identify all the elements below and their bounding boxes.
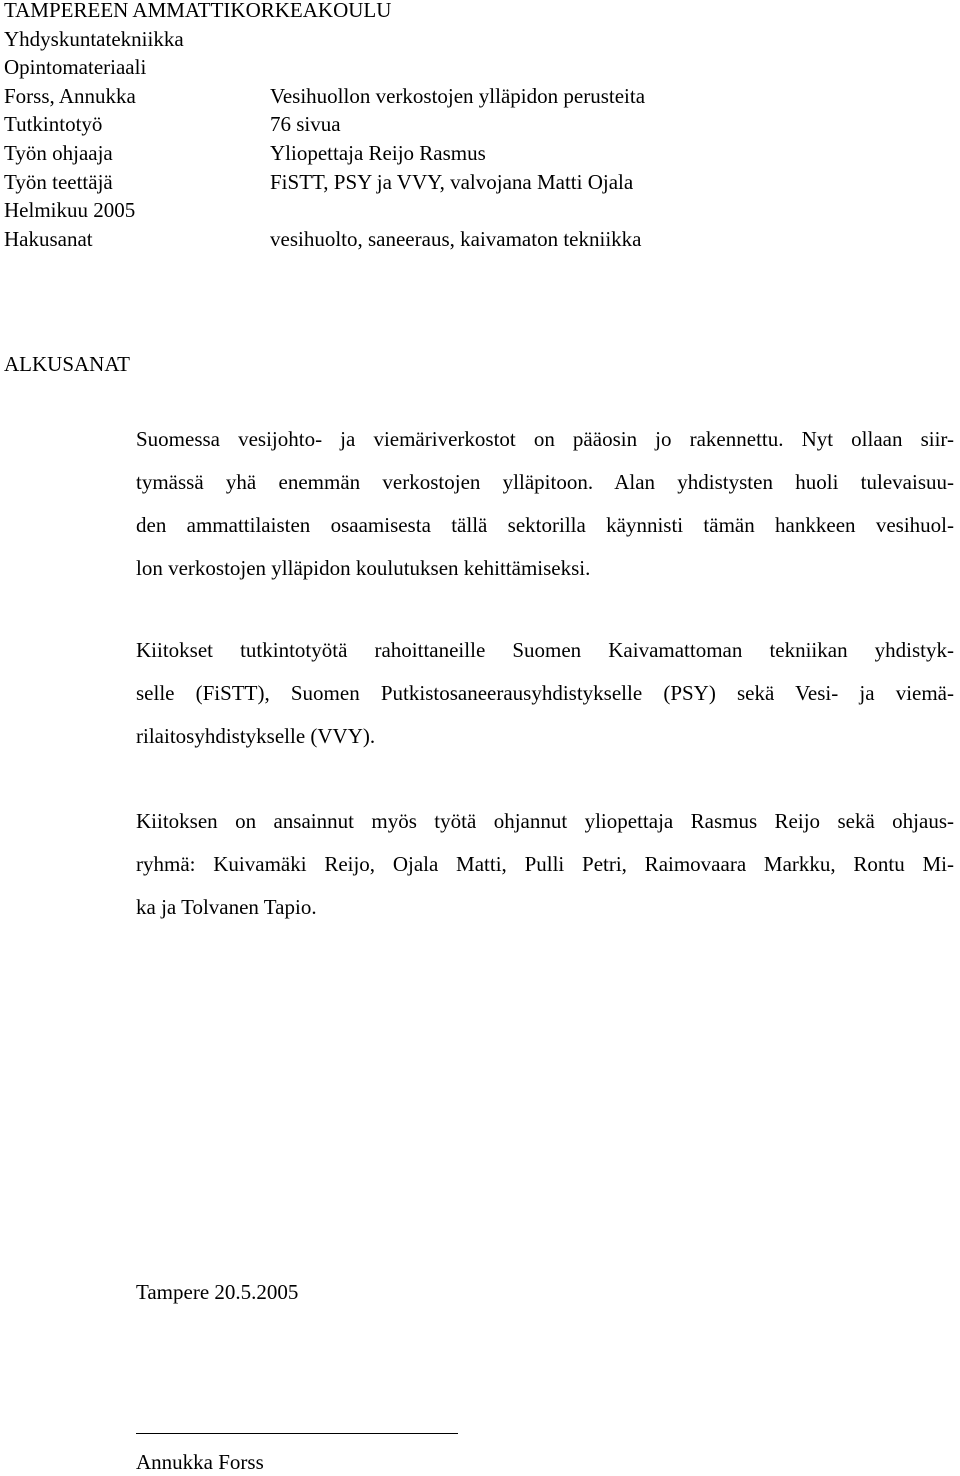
thesis-title: Vesihuollon verkostojen ylläpidon perusteita (270, 83, 646, 108)
header-row (4, 139, 645, 168)
page-count: 76 sivua (270, 112, 341, 137)
commissioner-label: Työn teettäjä (4, 169, 113, 194)
keywords-value: vesihuolto, saneeraus, kaivamaton tekniikka (270, 226, 642, 251)
header-row (4, 82, 645, 111)
paragraph (136, 800, 954, 929)
institution-name: TAMPEREEN AMMATTIKORKEAKOULU (4, 0, 392, 22)
paragraph-line: rilaitosyhdistykselle (VVY). (136, 724, 376, 748)
header-row (4, 168, 645, 197)
paragraph-line: Kiitoksen on ansainnut myös työtä ohjannut yliopettaja Rasmus Reijo sekä ohjaus- (136, 809, 954, 833)
document-category: Opintomateriaali (4, 55, 147, 80)
paragraph-line: lon verkostojen ylläpidon koulutuksen kehittämiseksi. (136, 556, 591, 580)
paragraph-line: tymässä yhä enemmän verkostojen ylläpitoon. Alan yhdistysten huoli tulevaisuu- (136, 470, 954, 494)
paragraph-line: Suomessa vesijohto- ja viemäriverkostot on pääosin jo rakennettu. Nyt ollaan siir- (136, 427, 954, 451)
header-row (4, 225, 645, 254)
keywords-label: Hakusanat (4, 226, 93, 251)
header-row (4, 196, 645, 225)
header-row (4, 53, 645, 82)
signer-name: Annukka Forss (136, 1450, 264, 1474)
document-date: Helmikuu 2005 (4, 198, 136, 223)
header-row (4, 0, 645, 25)
place-and-date: Tampere 20.5.2005 (136, 1280, 299, 1304)
signature-line (136, 1433, 458, 1434)
paragraph-line: Kiitokset tutkintotyötä rahoittaneille Suomen Kaivamattoman tekniikan yhdistyk- (136, 638, 954, 662)
header-row (4, 25, 645, 54)
paragraph-line: selle (FiSTT), Suomen Putkistosaneerausyhdistykselle (PSY) sekä Vesi- ja viemä- (136, 681, 954, 705)
author-name: Forss, Annukka (4, 83, 136, 108)
paragraph-line: ryhmä: Kuivamäki Reijo, Ojala Matti, Pulli Petri, Raimovaara Markku, Rontu Mi- (136, 852, 954, 876)
paragraph-line: den ammattilaisten osaamisesta tällä sektorilla käynnisti tämän hankkeen vesihuol- (136, 513, 954, 537)
supervisor-label: Työn ohjaaja (4, 140, 113, 165)
paragraph (136, 629, 954, 758)
paragraph (136, 418, 954, 590)
section-title: ALKUSANAT (4, 352, 130, 376)
header-row (4, 110, 645, 139)
document-type-label: Tutkintotyö (4, 112, 103, 137)
supervisor-name: Yliopettaja Reijo Rasmus (270, 140, 486, 165)
degree-programme: Yhdyskuntatekniikka (4, 26, 184, 51)
commissioner-name: FiSTT, PSY ja VVY, valvojana Matti Ojala (270, 169, 634, 194)
document-header (4, 0, 645, 253)
paragraph-line: ka ja Tolvanen Tapio. (136, 895, 317, 919)
